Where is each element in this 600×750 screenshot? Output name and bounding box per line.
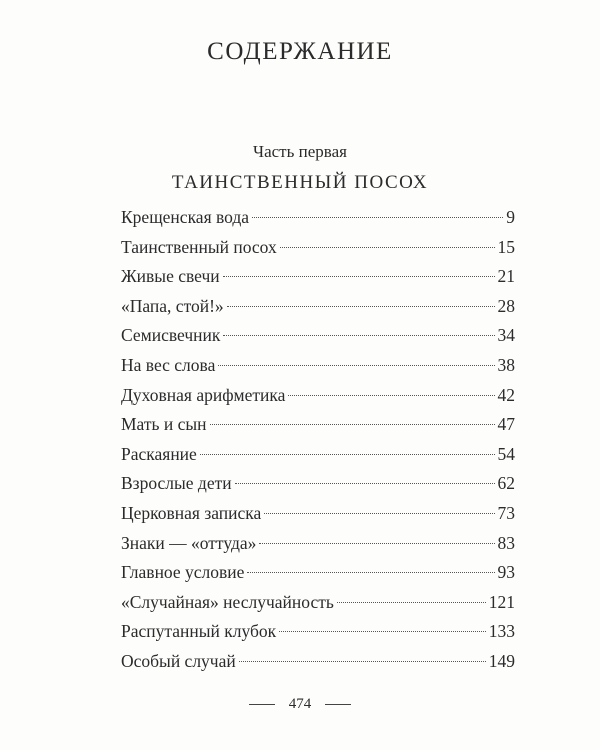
toc-entry-title: Семисвечник xyxy=(121,325,221,346)
toc-entry-page: 28 xyxy=(497,295,515,316)
page-title: СОДЕРЖАНИЕ xyxy=(207,38,393,65)
toc-entry-title: Крещенская вода xyxy=(121,207,250,227)
dot-leader xyxy=(259,543,494,544)
toc-entry-title: Живые свечи xyxy=(121,266,220,287)
toc-entry[interactable] xyxy=(121,558,515,588)
dot-leader xyxy=(223,276,495,277)
toc-entry-title: Раскаяние xyxy=(121,443,197,464)
toc-entry-title: Распутанный клубок xyxy=(121,621,277,642)
toc-entry-page: 9 xyxy=(506,207,515,227)
toc-entry-page: 42 xyxy=(497,384,515,405)
toc-entry[interactable] xyxy=(121,410,515,440)
toc-entry[interactable] xyxy=(121,203,515,233)
page-number: 474 xyxy=(288,696,312,712)
toc-entry-title: Знаки — «оттуда» xyxy=(121,532,257,553)
toc-entry-title: Мать и сын xyxy=(121,414,207,435)
toc-entry[interactable] xyxy=(121,529,515,559)
toc-entry[interactable] xyxy=(121,381,515,411)
dot-leader xyxy=(200,454,495,455)
right-rule xyxy=(325,704,351,705)
toc-entry[interactable] xyxy=(121,469,515,499)
dot-leader xyxy=(280,247,495,248)
toc-entry-page: 121 xyxy=(488,591,515,612)
toc-entry-page: 54 xyxy=(497,443,515,464)
toc-entry[interactable] xyxy=(121,440,515,470)
toc-entry[interactable] xyxy=(121,321,515,351)
part-title: ТАИНСТВЕННЫЙ ПОСОХ xyxy=(171,172,429,193)
toc-entry-title: Таинственный посох xyxy=(121,236,277,257)
table-of-contents xyxy=(121,203,515,677)
dot-leader xyxy=(210,424,495,425)
toc-entry[interactable] xyxy=(121,647,515,677)
toc-entry-page: 34 xyxy=(497,325,515,346)
toc-entry-page: 47 xyxy=(497,414,515,435)
toc-entry[interactable] xyxy=(121,499,515,529)
left-rule xyxy=(249,704,275,705)
dot-leader xyxy=(218,365,494,366)
toc-entry-title: На вес слова xyxy=(121,354,216,375)
toc-entry-page: 62 xyxy=(497,473,515,494)
toc-entry-page: 133 xyxy=(488,621,515,642)
toc-entry-title: Церковная записка xyxy=(121,502,262,523)
toc-entry-title: «Случайная» неслучайность xyxy=(121,591,334,612)
toc-entry-page: 83 xyxy=(497,532,515,553)
toc-entry[interactable] xyxy=(121,262,515,292)
toc-entry[interactable] xyxy=(121,351,515,381)
dot-leader xyxy=(279,631,486,632)
toc-entry-page: 38 xyxy=(497,354,515,375)
toc-entry[interactable] xyxy=(121,588,515,618)
toc-entry-title: Особый случай xyxy=(121,650,236,671)
dot-leader xyxy=(223,335,494,336)
page-number-footer xyxy=(0,696,600,713)
dot-leader xyxy=(288,395,494,396)
dot-leader xyxy=(239,661,486,662)
part-label: Часть первая xyxy=(253,142,347,161)
dot-leader xyxy=(227,306,495,307)
dot-leader xyxy=(264,513,494,514)
toc-entry-page: 93 xyxy=(497,562,515,583)
toc-entry-page: 73 xyxy=(497,502,515,523)
toc-entry-title: Духовная арифметика xyxy=(121,384,286,405)
toc-entry-title: Взрослые дети xyxy=(121,473,232,494)
toc-entry-title: Главное условие xyxy=(121,562,245,583)
dot-leader xyxy=(252,217,503,218)
dot-leader xyxy=(247,572,494,573)
toc-entry-page: 15 xyxy=(497,236,515,257)
toc-entry-page: 21 xyxy=(497,266,515,287)
toc-entry-page: 149 xyxy=(488,650,515,671)
toc-entry-title: «Папа, стой!» xyxy=(121,295,224,316)
dot-leader xyxy=(235,483,495,484)
toc-entry[interactable] xyxy=(121,292,515,322)
dot-leader xyxy=(337,602,486,603)
toc-entry[interactable] xyxy=(121,233,515,263)
toc-entry[interactable] xyxy=(121,617,515,647)
